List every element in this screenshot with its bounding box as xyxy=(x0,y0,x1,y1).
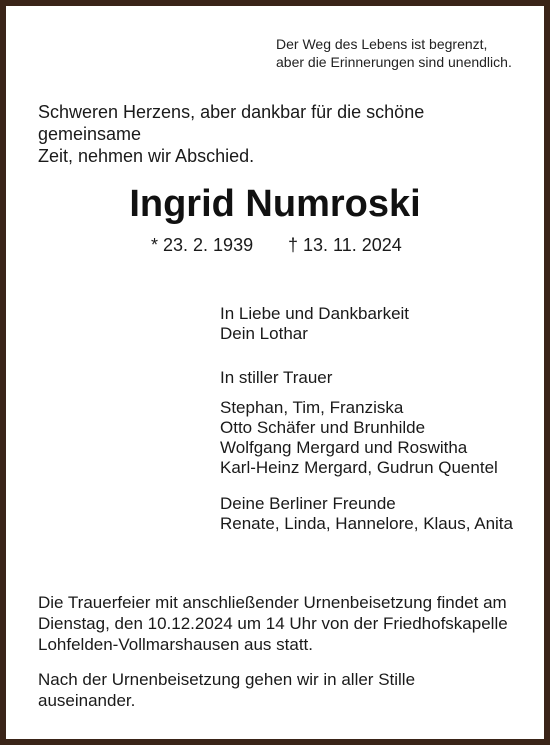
intro-text xyxy=(38,101,528,167)
death-date: † 13. 11. 2024 xyxy=(288,235,402,255)
quote-line: aber die Erinnerungen sind unendlich. xyxy=(276,54,512,70)
closing-note xyxy=(38,669,528,711)
ceremony-line: Lohfelden-Vollmarshausen aus statt. xyxy=(38,635,314,654)
epigraph-quote xyxy=(276,35,512,71)
deceased-name: Ingrid Numroski xyxy=(129,183,421,225)
friends-signature xyxy=(220,494,513,534)
ceremony-line: Die Trauerfeier mit anschließender Urnenbeisetzung findet am xyxy=(38,593,507,612)
mourner-line: Wolfgang Mergard und Roswitha xyxy=(220,438,468,457)
friends-names: Renate, Linda, Hannelore, Klaus, Anita xyxy=(220,514,513,533)
quote-line: Der Weg des Lebens ist begrenzt, xyxy=(276,36,488,52)
closing-line: Nach der Urnenbeisetzung gehen wir in aller Stille xyxy=(38,670,416,689)
grief-names-list xyxy=(220,398,498,478)
obituary-notice xyxy=(6,6,544,739)
mourner-line: Stephan, Tim, Franziska xyxy=(220,398,404,417)
closing-line: auseinander. xyxy=(38,691,136,710)
mourner-line: Karl-Heinz Mergard, Gudrun Quentel xyxy=(220,458,498,477)
mourner-line: Otto Schäfer und Brunhilde xyxy=(220,418,426,437)
grief-heading: In stiller Trauer xyxy=(220,368,333,387)
friends-heading: Deine Berliner Freunde xyxy=(220,494,396,513)
birth-date: * 23. 2. 1939 xyxy=(151,235,254,255)
intro-line: Schweren Herzens, aber dankbar für die schöne gemeinsame xyxy=(38,102,425,144)
ceremony-line: Dienstag, den 10.12.2024 um 14 Uhr von der Friedhofskapelle xyxy=(38,614,508,633)
love-names: Dein Lothar xyxy=(220,324,308,343)
love-heading: In Liebe und Dankbarkeit xyxy=(220,304,410,323)
intro-line: Zeit, nehmen wir Abschied. xyxy=(38,146,255,166)
ceremony-info xyxy=(38,592,528,655)
love-signature xyxy=(220,304,409,344)
